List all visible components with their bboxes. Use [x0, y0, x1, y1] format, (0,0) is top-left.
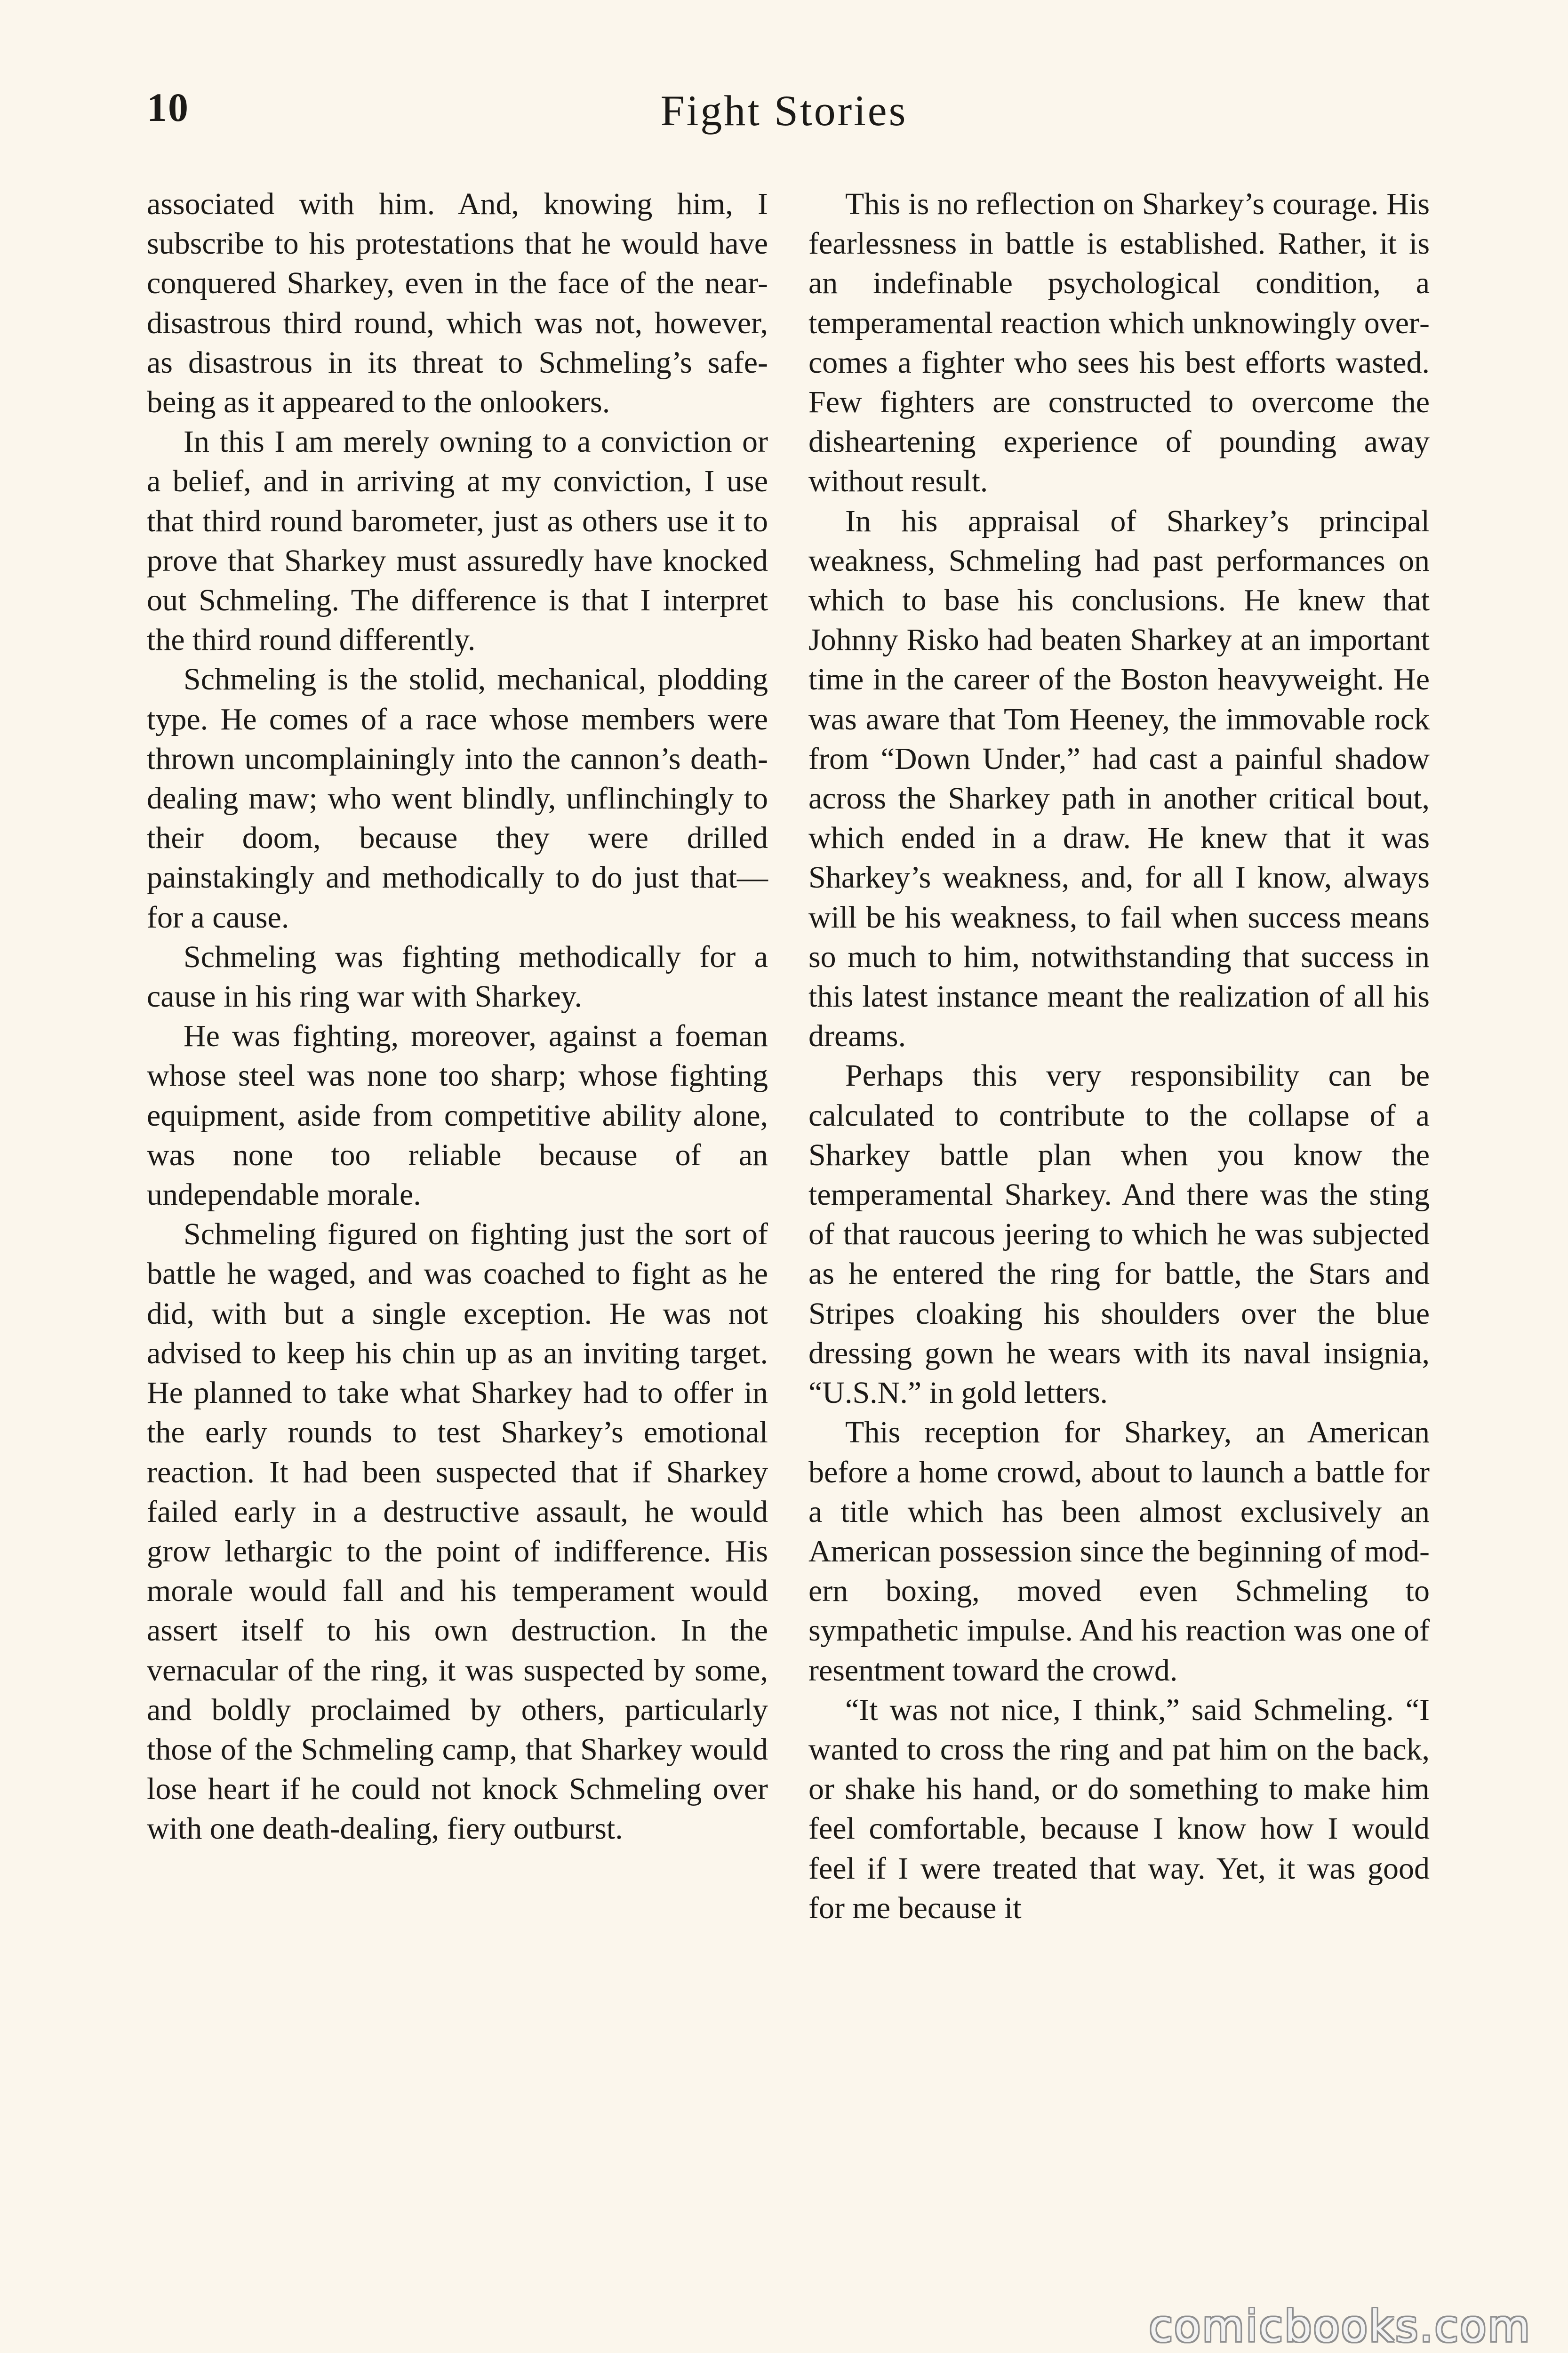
left-column	[147, 184, 768, 1849]
watermark: comicbooks.com	[1149, 2301, 1531, 2352]
paragraph: associated with him. And, knowing him, I subscribe to his protestations that he would have conquered Sharkey, even in the face of the near-disastrous third round, which was not, however, as disastrous in its threat to Schmeling’s safebeing as it appeared to the onlookers.	[147, 187, 768, 420]
paragraph: Schmeling was fighting methodically for a cause in his ring war with Sharkey.	[147, 939, 768, 1014]
paragraph: In his appraisal of Sharkey’s principal weakness, Schmeling had past performances on which to base his conclusions. He knew that Johnny Risko had beaten Sharkey at an important time in the career of the Boston heavyweight. He was aware that Tom Heeney, the immovable rock from “Down Under,” had cast a painful shadow across the Sharkey path in another critical bout, which ended in a draw. He knew that it was Sharkey’s weakness, and, for all I know, always will be his weakness, to fail when success means so much to him, notwithstanding that success in this latest instance meant the realization of all his dreams.	[808, 504, 1430, 1054]
paragraph: Perhaps this very responsibility can be calculated to contribute to the collapse of a Sharkey battle plan when you know the temperamental Sharkey. And there was the sting of that raucous jeering to which he was subjected as he entered the ring for battle, the Stars and Stripes cloaking his shoulders over the blue dressing gown he wears with its naval insignia, “U.S.N.” in gold letters.	[808, 1058, 1430, 1410]
paragraph: This reception for Sharkey, an American before a home crowd, about to launch a battle for a title which has been almost exclusively an American possession since the beginning of modern boxing, moved even Schmeling to sympathetic impulse. And his reaction was one of resentment toward the crowd.	[808, 1415, 1430, 1688]
paragraph: He was fighting, moreover, against a foeman whose steel was none too sharp; whose fighting equipment, aside from competitive ability alone, was none too reliable because of an undependable morale.	[147, 1019, 768, 1212]
right-column	[808, 184, 1430, 1928]
paragraph: In this I am merely owning to a conviction or a belief, and in arriving at my conviction, I use that third round barometer, just as others use it to prove that Sharkey must assuredly have knocked out Schmeling. The difference is that I interpret the third round differently.	[147, 424, 768, 657]
paragraph: “It was not nice, I think,” said Schmeling. “I wanted to cross the ring and pat him on the back, or shake his hand, or do something to make him feel comfortable, because I know how I would feel if I were treated that way. Yet, it was good for me because it	[808, 1692, 1430, 1925]
page-number: 10	[147, 85, 189, 130]
paragraph: Schmeling is the stolid, mechanical, plodding type. He comes of a race whose members were thrown uncomplainingly into the cannon’s death-dealing maw; who went blindly, unflinchingly to their doom, because they were drilled painstakingly and methodically to do just that—for a cause.	[147, 662, 768, 935]
running-title: Fight Stories	[660, 87, 908, 135]
paragraph: Schmeling figured on fighting just the sort of battle he waged, and was coached to fight as he did, with but a single exception. He was not advised to keep his chin up as an inviting target. He planned to take what Sharkey had to offer in the early rounds to test Sharkey’s emotional reaction. It had been suspected that if Sharkey failed early in a destructive assault, he would grow lethargic to the point of indifference. His morale would fall and his temperament would assert itself to his own destruction. In the vernacular of the ring, it was suspected by some, and boldly proclaimed by others, particularly those of the Schmeling camp, that Sharkey would lose heart if he could not knock Schmeling over with one death-dealing, fiery outburst.	[147, 1217, 768, 1846]
paragraph: This is no reflection on Sharkey’s courage. His fearlessness in battle is established. Rather, it is an indefinable psychological condition, a temperamental reaction which unknowingly overcomes a fighter who sees his best efforts wasted. Few fighters are constructed to overcome the disheartening experience of pounding away without result.	[808, 187, 1430, 499]
